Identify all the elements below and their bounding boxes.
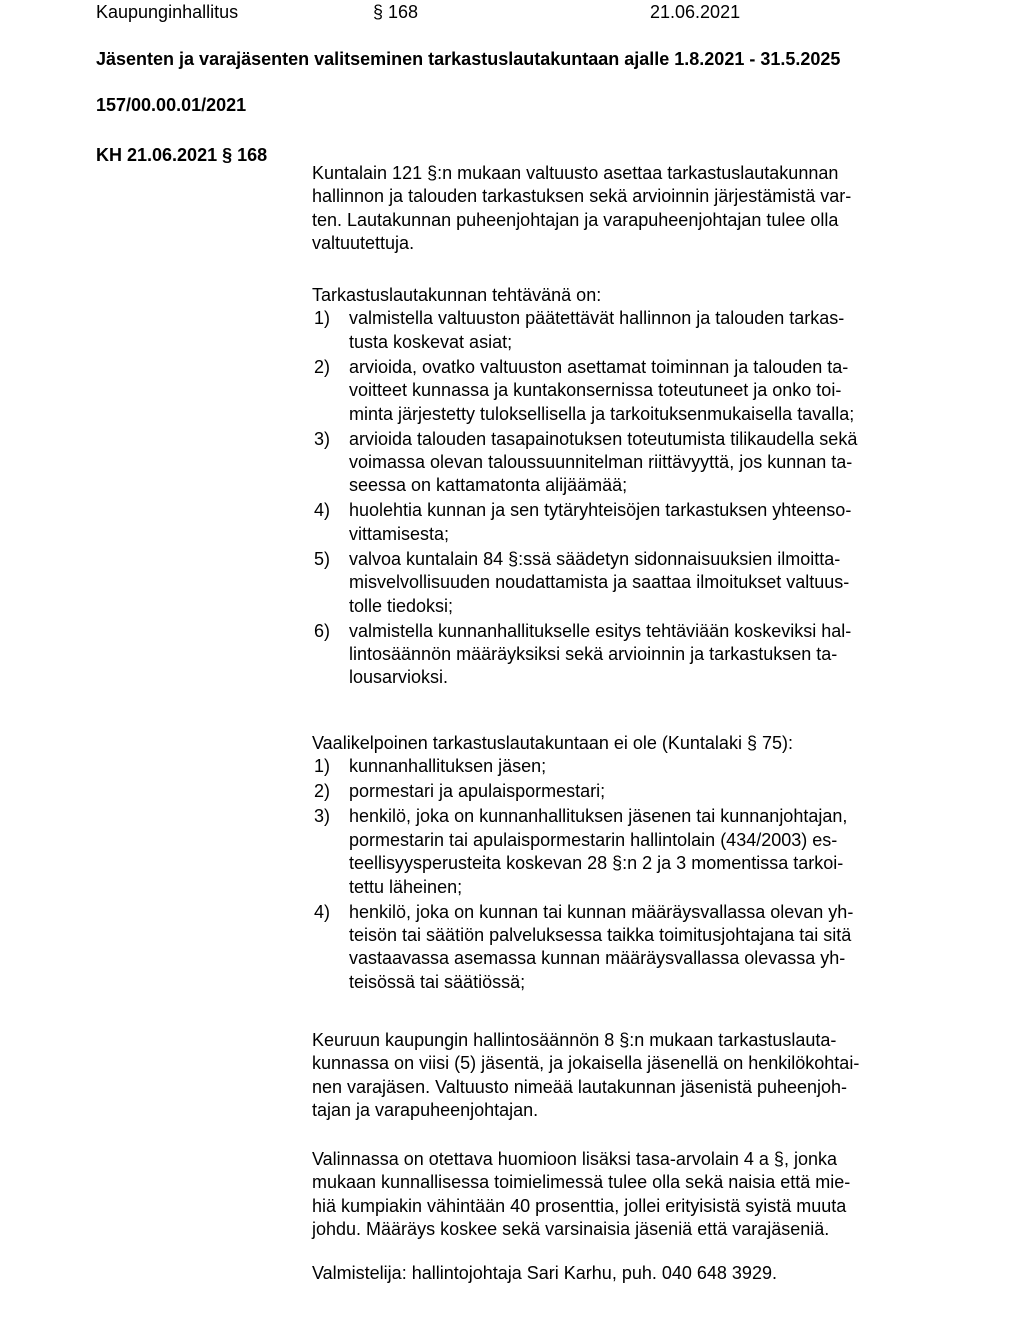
list-number: 2) — [314, 356, 331, 377]
list-text: huolehtia kunnan ja sen tytäryhteisöjen tarkastuksen yhteenso- vittamisesta; — [349, 500, 852, 544]
eligibility-list — [312, 755, 912, 994]
list-number: 4) — [314, 500, 331, 521]
list-item — [312, 499, 912, 546]
list-item — [312, 307, 912, 354]
list-number: 3) — [314, 806, 331, 827]
list-item — [312, 620, 912, 690]
header-date: 21.06.2021 — [650, 2, 741, 22]
intro-text: Kuntalain 121 §:n mukaan valtuusto asettaa tarkastuslautakunnan hallinnon ja talouden tarkastuksen sekä arvioinnin järjestämistä var- ten. Lautakunnan puheenjohtajan ja varapuheenjohtajan tulee olla valtuutettuja. — [312, 163, 852, 254]
keuruu-text: Keuruun kaupungin hallintosäännön 8 §:n mukaan tarkastuslauta- kunnassa on viisi (5) jäsentä, ja jokaisella jäsenellä on henkilökohtai- nen varajäsen. Valtuusto nimeää lautakunnan jäsenistä puheenjoh- tajan ja varapuheenjohtajan. — [312, 1030, 860, 1121]
meeting-reference: KH 21.06.2021 § 168 — [96, 145, 268, 165]
keuruu-paragraph — [312, 1029, 912, 1123]
list-item — [312, 755, 912, 778]
header-section: § 168 — [373, 2, 419, 22]
list-text: arvioida, ovatko valtuuston asettamat toiminnan ja talouden ta- voitteet kunnassa ja kuntakonsernissa toteutuneet ja onko toi- minta järjestetty tuloksellisella ja tarkoituksenmukaisella tavalla; — [349, 356, 855, 424]
header-body: Kaupunginhallitus — [96, 2, 239, 22]
list-item — [312, 901, 912, 995]
list-text: valmistella valtuuston päätettävät hallinnon ja talouden tarkas- tusta koskevat asiat; — [349, 308, 845, 352]
list-number: 1) — [314, 308, 331, 329]
list-number: 1) — [314, 756, 331, 777]
list-text: pormestari ja apulaispormestari; — [349, 781, 606, 802]
eligibility-intro: Vaalikelpoinen tarkastuslautakuntaan ei ole (Kuntalaki § 75): — [312, 733, 793, 753]
list-number: 3) — [314, 428, 331, 449]
list-text: valmistella kunnanhallitukselle esitys tehtäviään koskeviksi hal- lintosäännön määräyksiksi sekä arvioinnin ja tarkastuksen ta- lousarvioksi. — [349, 620, 852, 688]
list-text: arvioida talouden tasapainotuksen toteutumista tilikaudella sekä voimassa olevan taloussuunnitelman riittävyyttä, jos kunnan ta- seessa on kattamatonta alijäämää; — [349, 428, 858, 496]
list-item — [312, 780, 912, 803]
preparer-text: Valmistelija: hallintojohtaja Sari Karhu, puh. 040 648 3929. — [312, 1263, 777, 1283]
eligibility-section — [312, 732, 912, 996]
list-number: 4) — [314, 901, 331, 922]
page-header — [96, 0, 996, 26]
preparer-line — [312, 1262, 912, 1285]
list-item — [312, 805, 912, 899]
list-number: 2) — [314, 781, 331, 802]
tasks-intro: Tarkastuslautakunnan tehtävänä on: — [312, 285, 602, 305]
list-number: 6) — [314, 620, 331, 641]
list-item — [312, 548, 912, 618]
list-item — [312, 356, 912, 426]
intro-paragraph — [312, 162, 912, 256]
tasks-list — [312, 307, 912, 689]
equality-text: Valinnassa on otettava huomioon lisäksi tasa-arvolain 4 a §, jonka mukaan kunnallisessa toimielimessä tulee olla sekä naisia että mie- hiä kumpiakin vähintään 40 prosenttia, jollei erityisistä syistä muuta johdu. Määräys koskee sekä varsinaisia jäseniä että varajäseniä. — [312, 1149, 851, 1240]
diary-number: 157/00.00.01/2021 — [96, 95, 247, 115]
list-text: kunnanhallituksen jäsen; — [349, 756, 547, 777]
document-title: Jäsenten ja varajäsenten valitseminen tarkastuslautakuntaan ajalle 1.8.2021 - 31.5.2025 — [96, 49, 841, 69]
list-number: 5) — [314, 548, 331, 569]
tasks-section — [312, 284, 912, 691]
list-text: valvoa kuntalain 84 §:ssä säädetyn sidonnaisuuksien ilmoitta- misvelvollisuuden noudattamista ja saattaa ilmoitukset valtuus- tolle tiedoksi; — [349, 548, 850, 616]
list-text: henkilö, joka on kunnanhallituksen jäsenen tai kunnanjohtajan, pormestarin tai apulaispormestarin hallintolain (434/2003) es- teellisyysperusteita koskevan 28 §:n 2 ja 3 momentissa tarkoi- tettu läheinen; — [349, 806, 848, 897]
equality-paragraph — [312, 1148, 912, 1242]
list-text: henkilö, joka on kunnan tai kunnan määräysvallassa olevan yh- teisön tai säätiön palveluksessa taikka toimitusjohtajana tai sitä vastaavassa asemassa kunnan määräysvallassa olevassa yh- teisössä tai säätiössä; — [349, 901, 854, 992]
list-item — [312, 428, 912, 498]
